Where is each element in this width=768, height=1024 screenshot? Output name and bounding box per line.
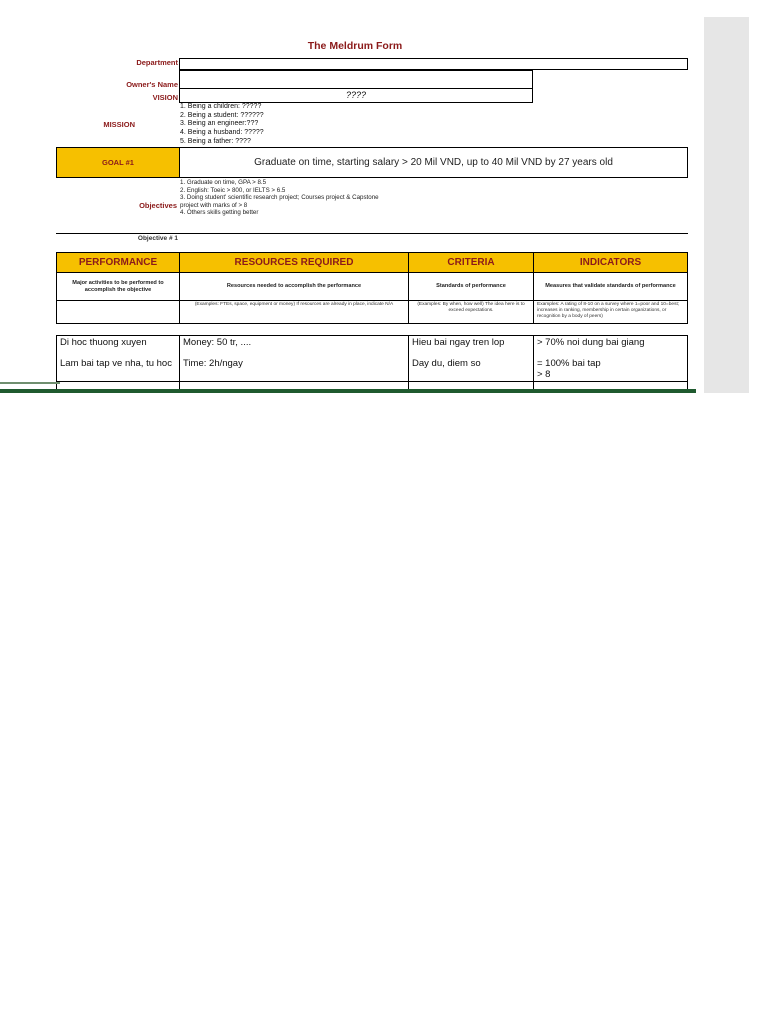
row1-criteria: Hieu bai ngay tren lop bbox=[412, 337, 505, 348]
footer-accent bbox=[0, 382, 60, 384]
mission-item: 5. Being a father: ???? bbox=[180, 137, 251, 145]
header-indicators: INDICATORS bbox=[533, 252, 688, 273]
mission-item: 4. Being a husband: ????? bbox=[180, 129, 264, 137]
page-title: The Meldrum Form bbox=[307, 40, 403, 52]
row2-indicators: = 100% bai tap bbox=[537, 358, 601, 369]
mission-item: 2. Being a student: ?????? bbox=[180, 111, 264, 119]
scrollbar[interactable] bbox=[704, 17, 749, 393]
row1-resources: Money: 50 tr, .... bbox=[183, 337, 252, 348]
objective-item: project with marks of > 8 bbox=[180, 201, 248, 209]
subheader-criteria: Standards of performance bbox=[408, 272, 534, 301]
objective-item: 3. Doing student' scientific research project; Courses project & Capstone bbox=[180, 194, 379, 202]
department-field[interactable] bbox=[179, 58, 688, 70]
example-criteria: (Examples: By when, how well) The idea here is to exceed expectations. bbox=[408, 300, 534, 324]
row2-criteria: Day du, diem so bbox=[412, 358, 481, 369]
objective-item: 1. Graduate on time, GPA > 8.5 bbox=[180, 179, 267, 186]
objectives-label: Objectives bbox=[139, 201, 177, 210]
objective-item: 4. Others skills getting better bbox=[180, 209, 259, 217]
subheader-performance: Major activities to be performed to accomplish the objective bbox=[56, 272, 180, 301]
table-cell[interactable] bbox=[179, 335, 409, 392]
footer-bar bbox=[0, 389, 696, 393]
department-label: Department bbox=[136, 58, 178, 67]
header-resources: RESOURCES REQUIRED bbox=[179, 252, 409, 273]
table-cell[interactable] bbox=[533, 335, 688, 392]
spreadsheet-page bbox=[0, 0, 696, 392]
mission-list bbox=[180, 103, 380, 147]
table-cell[interactable] bbox=[56, 335, 180, 392]
goal-text[interactable]: Graduate on time, starting salary > 20 Mil VND, up to 40 Mil VND by 27 years old bbox=[179, 147, 688, 178]
owner-label: Owner's Name bbox=[126, 80, 178, 89]
row2-resources: Time: 2h/ngay bbox=[183, 358, 243, 369]
example-indicators: Examples: A rating of 8-10 on a survey where 1=poor and 10=best; increases in ranking, membership in certain organizations, or recognition by a body of peers) bbox=[533, 300, 688, 324]
vision-label: VISION bbox=[152, 93, 178, 102]
header-criteria: CRITERIA bbox=[408, 252, 534, 273]
row1-performance: Di hoc thuong xuyen bbox=[60, 337, 147, 348]
mission-label: MISSION bbox=[103, 120, 135, 129]
objective-number-label: Objective # 1 bbox=[137, 235, 178, 242]
subheader-indicators: Measures that validate standards of performance bbox=[533, 272, 688, 301]
scrollbar-gap bbox=[696, 0, 704, 392]
example-resources: (Examples: FTEs, space, equipment or money) If resources are already in place, indicate N/A bbox=[179, 300, 409, 324]
objectives-list bbox=[180, 179, 420, 217]
mission-item: 3. Being an engineer:??? bbox=[180, 120, 259, 128]
header-performance: PERFORMANCE bbox=[56, 252, 180, 273]
table-cell[interactable] bbox=[408, 335, 534, 392]
divider bbox=[56, 233, 688, 234]
vision-value: ???? bbox=[345, 90, 367, 100]
example-performance bbox=[56, 300, 180, 324]
mission-item: 1. Being a children: ????? bbox=[180, 103, 262, 110]
objective-item: 2. English: Toeic > 800, or IELTS > 6.5 bbox=[180, 186, 286, 194]
subheader-resources: Resources needed to accomplish the performance bbox=[179, 272, 409, 301]
row2-performance: Lam bai tap ve nha, tu hoc bbox=[60, 358, 172, 369]
row2-indicators-extra: > 8 bbox=[537, 369, 551, 380]
row1-indicators: > 70% noi dung bai giang bbox=[537, 337, 645, 348]
goal-label: GOAL #1 bbox=[56, 147, 180, 178]
